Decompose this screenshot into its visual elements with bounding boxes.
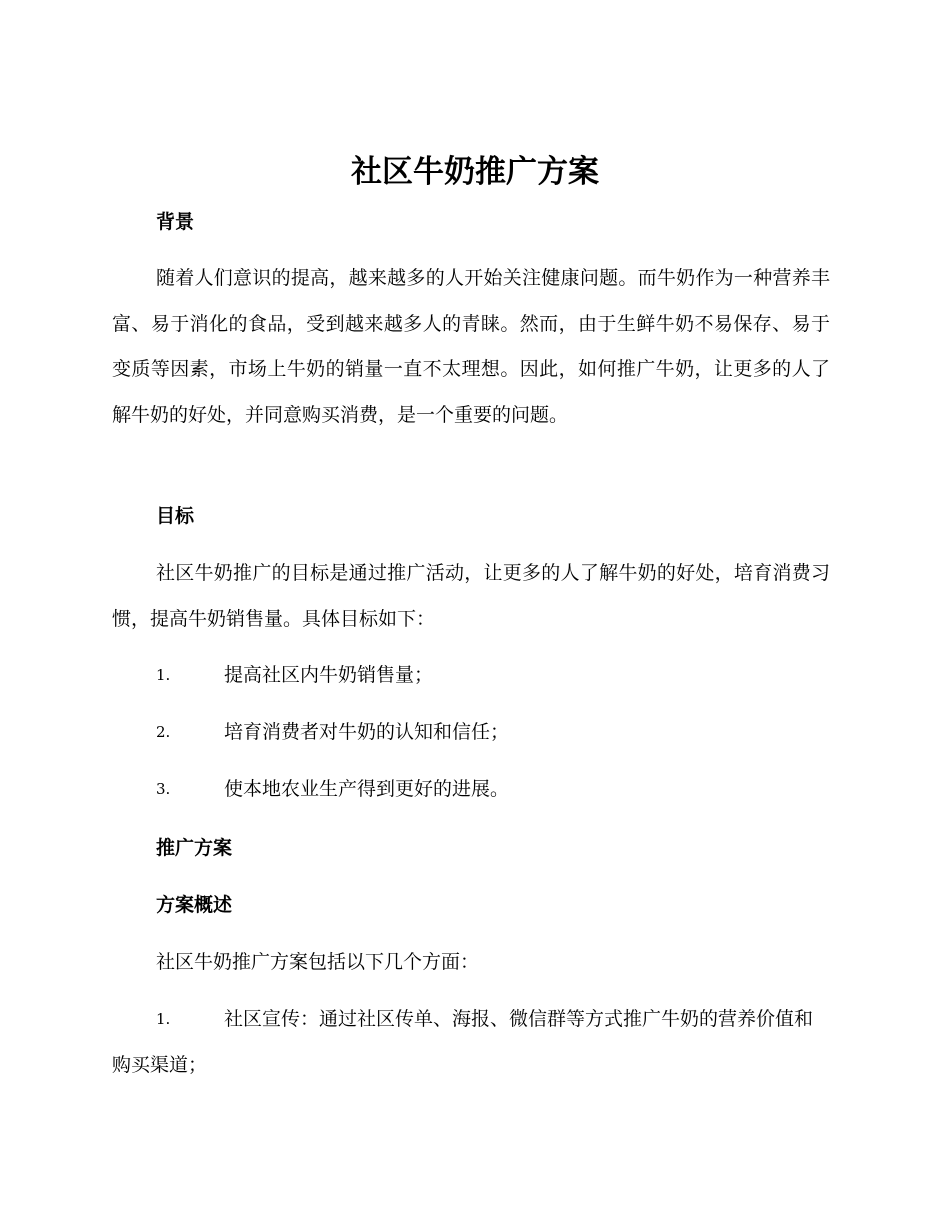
heading-plan: 推广方案 <box>156 837 233 859</box>
paragraph-goals: 社区牛奶推广的目标是通过推广活动，让更多的人了解牛奶的好处，培育消费习惯，提高牛奶销售量。具体目标如下： <box>112 562 830 630</box>
list-item-text: 使本地农业生产得到更好的进展。 <box>224 778 510 800</box>
document-title: 社区牛奶推广方案 <box>351 154 599 190</box>
list-number: 1. <box>156 1010 171 1028</box>
paragraph-background: 随着人们意识的提高，越来越多的人开始关注健康问题。而牛奶作为一种营养丰富、易于消化的食品，受到越来越多人的青睐。然而，由于生鲜牛奶不易保存、易于变质等因素，市场上牛奶的销量一直不太理想。因此，如何推广牛奶，让更多的人了解牛奶的好处，并同意购买消费，是一个重要的问题。 <box>112 267 830 426</box>
heading-overview: 方案概述 <box>156 894 233 916</box>
heading-background: 背景 <box>156 211 195 233</box>
list-item-text: 社区宣传：通过社区传单、海报、微信群等方式推广牛奶的营养价值和购买渠道； <box>112 1008 814 1076</box>
list-number: 1. <box>156 666 171 684</box>
paragraph-overview: 社区牛奶推广方案包括以下几个方面： <box>156 951 480 973</box>
list-item-text: 培育消费者对牛奶的认知和信任； <box>224 721 510 743</box>
list-item-overview-1 <box>112 997 830 1088</box>
list-number: 3. <box>156 780 171 798</box>
heading-goals: 目标 <box>156 505 195 527</box>
list-item-text: 提高社区内牛奶销售量； <box>224 664 434 686</box>
list-number: 2. <box>156 723 171 741</box>
